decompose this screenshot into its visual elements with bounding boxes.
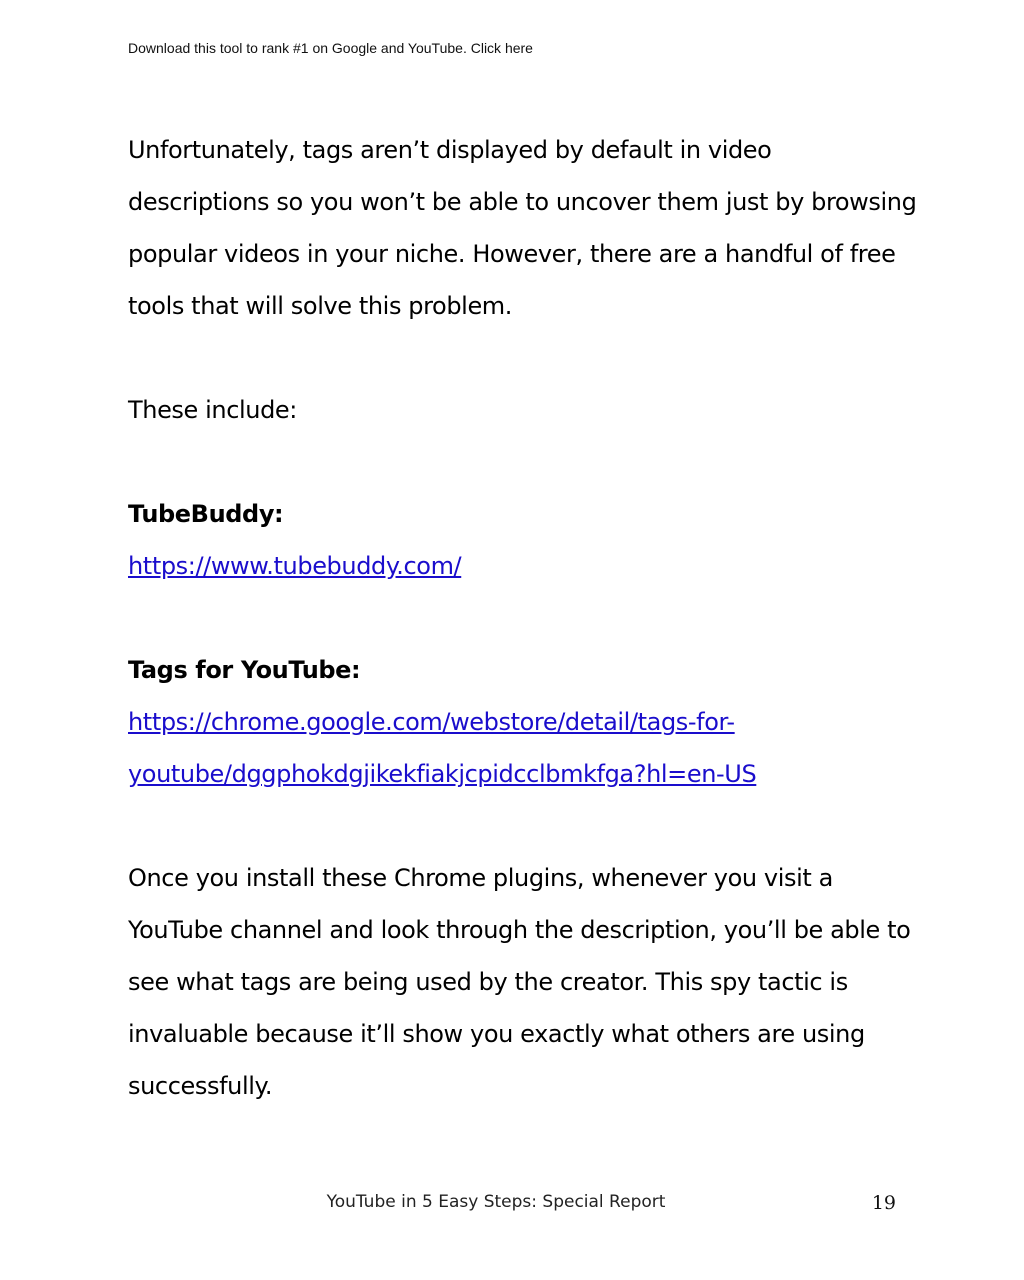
tool-name-tubebuddy: TubeBuddy: <box>128 500 284 528</box>
spacer <box>128 800 918 852</box>
tubebuddy-link[interactable]: https://www.tubebuddy.com/ <box>128 552 462 580</box>
tool-link-line <box>128 540 918 592</box>
spacer <box>128 332 918 384</box>
list-intro: These include: <box>128 396 297 424</box>
tool-name-tags-for-youtube: Tags for YouTube: <box>128 656 361 684</box>
spacer <box>128 436 918 488</box>
page-number: 19 <box>871 1192 896 1214</box>
tags-for-youtube-link-line-2[interactable]: youtube/dggphokdgjikekfiakjcpidcclbmkfga?hl=en-US <box>128 760 757 788</box>
tool-link-line <box>128 696 918 748</box>
spacer <box>128 592 918 644</box>
footer-report-title: YouTube in 5 Easy Steps: Special Report <box>326 1192 666 1212</box>
intro-paragraph: Unfortunately, tags aren’t displayed by default in video descriptions so you won’t be able to uncover them just by browsing popular videos in your niche. However, there are a handful of free tools that will solve this problem. <box>128 136 917 320</box>
tool-link-line <box>128 748 918 800</box>
page-content <box>128 124 918 1112</box>
closing-paragraph: Once you install these Chrome plugins, whenever you visit a YouTube channel and look through the description, you’ll be able to see what tags are being used by the creator. This spy tactic is invaluable because it’ll show you exactly what others are using successfully. <box>128 864 911 1100</box>
header-download-link[interactable]: Download this tool to rank #1 on Google and YouTube. Click here <box>128 40 533 56</box>
tags-for-youtube-link-line-1[interactable]: https://chrome.google.com/webstore/detail/tags-for- <box>128 708 735 736</box>
